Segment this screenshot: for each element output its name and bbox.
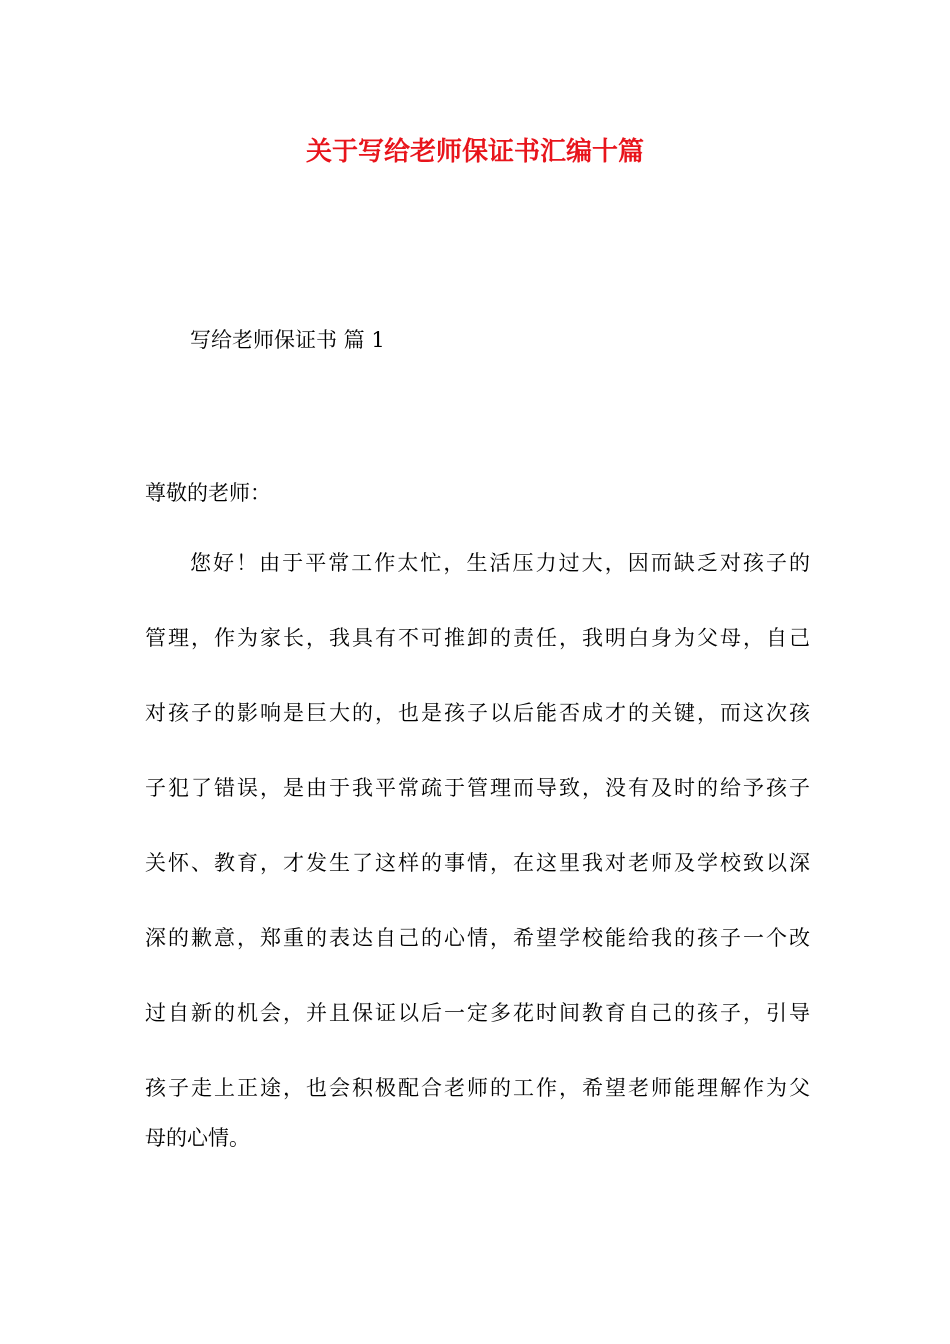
paragraph-line: 母的心情。: [145, 1126, 250, 1150]
salutation: 尊敬的老师：: [145, 481, 271, 505]
paragraph-line: 对孩子的影响是巨大的，也是孩子以后能否成才的关键，而这次孩: [145, 701, 810, 725]
section-heading: 写给老师保证书 篇 1: [190, 328, 385, 352]
paragraph-line: 管理，作为家长，我具有不可推卸的责任，我明白身为父母，自己: [145, 626, 810, 650]
paragraph-line: 过自新的机会，并且保证以后一定多花时间教育自己的孩子，引导: [145, 1001, 810, 1025]
paragraph-line: 您好！由于平常工作太忙，生活压力过大，因而缺乏对孩子的: [190, 551, 810, 575]
paragraph-line: 关怀、教育，才发生了这样的事情，在这里我对老师及学校致以深: [145, 851, 810, 875]
paragraph-line: 孩子走上正途，也会积极配合老师的工作，希望老师能理解作为父: [145, 1076, 810, 1100]
paragraph-line: 深的歉意，郑重的表达自己的心情，希望学校能给我的孩子一个改: [145, 926, 810, 950]
paragraph-line: 子犯了错误，是由于我平常疏于管理而导致，没有及时的给予孩子: [145, 776, 810, 800]
document-title: 关于写给老师保证书汇编十篇: [305, 137, 644, 167]
